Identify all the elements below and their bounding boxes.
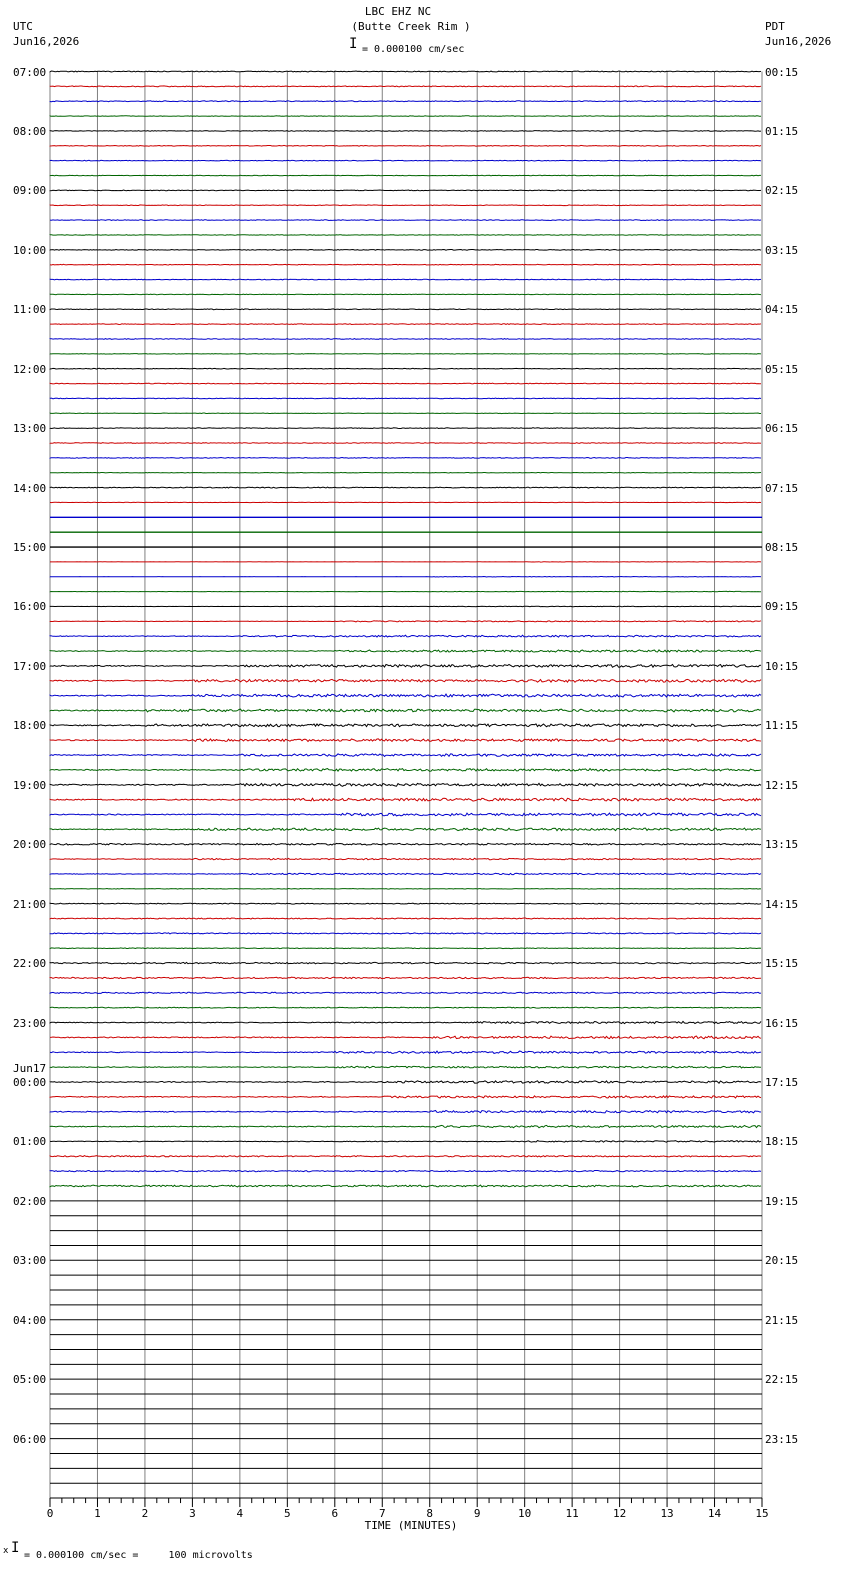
trace-line xyxy=(50,754,761,757)
trace-line xyxy=(50,1021,761,1023)
left-timezone: UTC xyxy=(13,20,33,33)
trace-line xyxy=(50,694,761,697)
calibration-marker: x xyxy=(3,1546,9,1556)
trace-line xyxy=(50,458,761,459)
station-title: LBC EHZ NC xyxy=(364,5,432,18)
utc-hour-label: 14:00 xyxy=(13,481,47,495)
pdt-hour-label: 04:15 xyxy=(765,303,799,317)
right-timezone: PDT xyxy=(765,20,785,33)
utc-hour-label: 02:00 xyxy=(13,1194,47,1208)
x-tick-label: 5 xyxy=(284,1507,291,1521)
pdt-hour-label: 22:15 xyxy=(765,1373,799,1387)
x-axis-label: TIME (MINUTES) xyxy=(364,1519,458,1533)
trace-line xyxy=(50,635,761,637)
date-change-label: Jun17 xyxy=(13,1061,47,1075)
pdt-hour-label: 12:15 xyxy=(765,778,799,792)
trace-line xyxy=(50,339,761,340)
trace-line xyxy=(50,828,761,831)
scale-label: = 0.000100 cm/sec xyxy=(362,44,465,55)
utc-hour-label: 05:00 xyxy=(13,1373,47,1387)
utc-hour-label: 13:00 xyxy=(13,422,47,436)
trace-line xyxy=(50,918,761,919)
utc-hour-label: 00:00 xyxy=(13,1075,47,1089)
trace-line xyxy=(50,354,761,355)
x-tick-label: 7 xyxy=(378,1507,386,1521)
pdt-hour-label: 15:15 xyxy=(765,957,799,971)
left-date: Jun16,2026 xyxy=(13,35,80,48)
trace-line xyxy=(50,101,761,102)
pdt-hour-label: 00:15 xyxy=(765,65,799,79)
x-tick-label: 10 xyxy=(518,1507,532,1521)
pdt-hour-label: 23:15 xyxy=(765,1432,799,1446)
trace-line xyxy=(50,368,761,369)
trace-line xyxy=(50,1111,761,1113)
trace-line xyxy=(50,1185,761,1187)
trace-line xyxy=(50,948,761,949)
trace-line xyxy=(50,1007,761,1008)
utc-hour-label: 15:00 xyxy=(13,541,47,555)
trace-line xyxy=(50,903,761,904)
trace-line xyxy=(50,889,761,890)
x-tick-label: 0 xyxy=(46,1507,54,1521)
trace-line xyxy=(50,1171,761,1172)
trace-line xyxy=(50,679,761,682)
utc-hour-label: 01:00 xyxy=(13,1135,47,1149)
trace-line xyxy=(50,145,761,146)
pdt-hour-label: 03:15 xyxy=(765,243,799,257)
trace-line xyxy=(50,783,761,786)
pdt-hour-label: 19:15 xyxy=(765,1194,799,1208)
pdt-hour-label: 17:15 xyxy=(765,1075,799,1089)
trace-line xyxy=(50,71,761,72)
trace-line xyxy=(50,962,761,964)
trace-line xyxy=(50,294,761,295)
trace-line xyxy=(50,160,761,161)
trace-line xyxy=(50,235,761,236)
pdt-hour-label: 02:15 xyxy=(765,184,799,198)
pdt-hour-label: 21:15 xyxy=(765,1313,799,1327)
pdt-hour-label: 20:15 xyxy=(765,1254,799,1268)
trace-line xyxy=(50,205,761,206)
utc-hour-label: 09:00 xyxy=(13,184,47,198)
trace-line xyxy=(50,709,761,712)
trace-line xyxy=(50,1036,761,1039)
utc-hour-label: 03:00 xyxy=(13,1254,47,1268)
trace-line xyxy=(50,739,761,742)
trace-line xyxy=(50,665,761,668)
x-tick-label: 2 xyxy=(141,1507,149,1521)
scale-bar-icon: I xyxy=(349,36,358,52)
x-tick-label: 1 xyxy=(94,1507,101,1521)
trace-line xyxy=(50,250,761,251)
trace-line xyxy=(50,858,761,860)
utc-hour-label: 19:00 xyxy=(13,778,47,792)
trace-line xyxy=(50,650,761,652)
time-axis xyxy=(47,1498,769,1532)
utc-hour-label: 10:00 xyxy=(13,243,47,257)
utc-hour-label: 11:00 xyxy=(13,303,47,317)
utc-hour-label: 20:00 xyxy=(13,838,47,852)
pdt-hour-label: 18:15 xyxy=(765,1135,799,1149)
utc-hour-label: 06:00 xyxy=(13,1432,47,1446)
pdt-hour-label: 07:15 xyxy=(765,481,799,495)
x-tick-label: 6 xyxy=(331,1507,339,1521)
utc-hour-label: 23:00 xyxy=(13,1016,47,1030)
x-tick-label: 4 xyxy=(236,1507,244,1521)
utc-hour-label: 21:00 xyxy=(13,897,47,911)
trace-line xyxy=(50,131,761,132)
pdt-hour-label: 05:15 xyxy=(765,362,799,376)
right-date: Jun16,2026 xyxy=(765,35,832,48)
pdt-hour-label: 11:15 xyxy=(765,719,799,733)
site-name: (Butte Creek Rim ) xyxy=(351,20,471,33)
trace-line xyxy=(50,1141,761,1143)
trace-line xyxy=(50,383,761,384)
trace-line xyxy=(50,309,761,310)
trace-line xyxy=(50,798,761,801)
utc-hour-label: 18:00 xyxy=(13,719,47,733)
trace-line xyxy=(50,116,761,117)
trace-line xyxy=(50,591,761,592)
pdt-hour-label: 01:15 xyxy=(765,124,799,138)
trace-line xyxy=(50,606,761,607)
x-tick-label: 11 xyxy=(565,1507,579,1521)
trace-line xyxy=(50,1081,761,1083)
trace-line xyxy=(50,175,761,176)
trace-line xyxy=(50,279,761,280)
seismic-traces xyxy=(50,71,762,1483)
trace-line xyxy=(50,1051,761,1053)
x-tick-label: 9 xyxy=(473,1507,481,1521)
pdt-hour-label: 16:15 xyxy=(765,1016,799,1030)
trace-line xyxy=(50,190,761,191)
trace-line xyxy=(50,398,761,399)
pdt-hour-label: 08:15 xyxy=(765,541,799,555)
trace-line xyxy=(50,933,761,934)
utc-hour-label: 16:00 xyxy=(13,600,47,614)
utc-hour-label: 22:00 xyxy=(13,957,47,971)
utc-hour-label: 17:00 xyxy=(13,659,47,673)
utc-hour-label: 04:00 xyxy=(13,1313,47,1327)
trace-line xyxy=(50,621,761,622)
trace-line xyxy=(50,843,761,845)
x-tick-label: 8 xyxy=(426,1507,434,1521)
utc-hour-label: 12:00 xyxy=(13,362,47,376)
trace-line xyxy=(50,1156,761,1157)
trace-line xyxy=(50,813,761,816)
x-tick-label: 15 xyxy=(755,1507,769,1521)
trace-line xyxy=(50,1125,761,1127)
trace-line xyxy=(50,992,761,993)
trace-line xyxy=(50,220,761,221)
trace-line xyxy=(50,977,761,979)
calibration-label: = 0.000100 cm/sec = 100 microvolts xyxy=(24,1550,253,1561)
x-tick-label: 12 xyxy=(612,1507,627,1521)
trace-line xyxy=(50,413,761,414)
x-tick-label: 13 xyxy=(660,1507,674,1521)
utc-hour-label: 07:00 xyxy=(13,65,47,79)
trace-line xyxy=(50,769,761,772)
pdt-hour-label: 14:15 xyxy=(765,897,799,911)
trace-line xyxy=(50,472,761,473)
trace-line xyxy=(50,324,761,325)
trace-line xyxy=(50,577,761,578)
trace-line xyxy=(50,428,761,429)
pdt-hour-label: 10:15 xyxy=(765,659,799,673)
pdt-hour-label: 09:15 xyxy=(765,600,799,614)
trace-line xyxy=(50,724,761,727)
trace-line xyxy=(50,264,761,265)
calibration-bar-icon: I xyxy=(11,1540,20,1556)
pdt-hour-label: 13:15 xyxy=(765,838,799,852)
trace-line xyxy=(50,86,761,87)
trace-line xyxy=(50,487,761,488)
x-tick-label: 14 xyxy=(707,1507,722,1521)
trace-line xyxy=(50,443,761,444)
trace-line xyxy=(50,1096,761,1098)
trace-line xyxy=(50,873,761,875)
pdt-hour-label: 06:15 xyxy=(765,422,799,436)
utc-hour-label: 08:00 xyxy=(13,124,47,138)
x-tick-label: 3 xyxy=(189,1507,196,1521)
trace-line xyxy=(50,1066,761,1068)
